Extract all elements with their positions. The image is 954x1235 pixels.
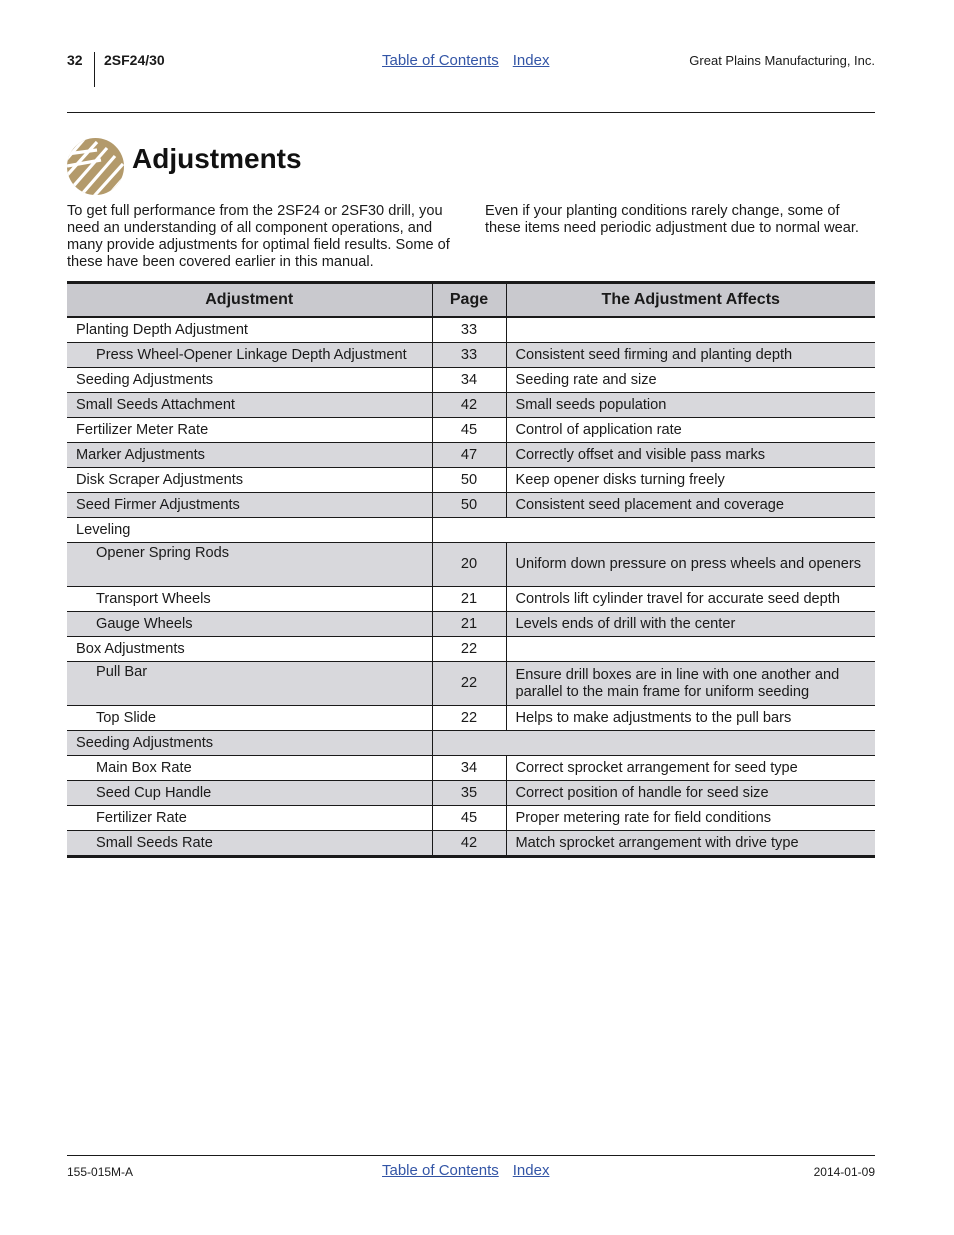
- adjustment-name: Seed Firmer Adjustments: [67, 493, 432, 518]
- page-ref: 35: [432, 781, 506, 806]
- adjustment-name: Disk Scraper Adjustments: [67, 468, 432, 493]
- adjustment-affects: Proper metering rate for field conditions: [506, 806, 875, 831]
- intro-paragraph-right: Even if your planting conditions rarely change, some of these items need periodic adjustment due to normal wear.: [485, 203, 859, 236]
- adjustment-affects: Seeding rate and size: [506, 368, 875, 393]
- page-ref: 33: [432, 317, 506, 343]
- page-ref: 45: [432, 806, 506, 831]
- adjustment-name: Marker Adjustments: [67, 443, 432, 468]
- adjustment-affects: Helps to make adjustments to the pull bars: [506, 706, 875, 731]
- table-row: [67, 731, 875, 756]
- adjustment-name: Pull Bar: [67, 662, 432, 706]
- adjustment-name: Press Wheel-Opener Linkage Depth Adjustment: [67, 343, 432, 368]
- document-code: 155-015M-A: [67, 1165, 134, 1179]
- page-ref: 34: [432, 756, 506, 781]
- table-row: [67, 781, 875, 806]
- adjustment-affects: Uniform down pressure on press wheels and openers: [506, 543, 875, 587]
- table-row: [67, 612, 875, 637]
- table-row: [67, 662, 875, 706]
- adjustment-name: Transport Wheels: [67, 587, 432, 612]
- column-header-adjustment: Adjustment: [67, 283, 432, 318]
- page-ref: 22: [432, 662, 506, 706]
- page-ref: 42: [432, 831, 506, 857]
- section-title: Adjustments: [132, 143, 302, 174]
- page-ref: 42: [432, 393, 506, 418]
- adjustment-affects: [506, 317, 875, 343]
- table-row: [67, 443, 875, 468]
- page-number: 32: [67, 52, 83, 68]
- page-ref: 47: [432, 443, 506, 468]
- column-header-page: Page: [432, 283, 506, 318]
- page-ref: 50: [432, 493, 506, 518]
- adjustment-name: Box Adjustments: [67, 637, 432, 662]
- adjustment-name: Small Seeds Attachment: [67, 393, 432, 418]
- empty-span-cell: [432, 518, 875, 543]
- table-row: [67, 343, 875, 368]
- table-row: [67, 831, 875, 857]
- adjustment-name: Fertilizer Rate: [67, 806, 432, 831]
- table-row: [67, 806, 875, 831]
- page-ref: 22: [432, 637, 506, 662]
- page-ref: 34: [432, 368, 506, 393]
- document-date: 2014-01-09: [813, 1165, 875, 1179]
- toc-link[interactable]: Table of Contents: [382, 52, 499, 69]
- adjustment-name: Opener Spring Rods: [67, 543, 432, 587]
- table-row: [67, 587, 875, 612]
- adjustment-affects: Controls lift cylinder travel for accurate seed depth: [506, 587, 875, 612]
- page-ref: 21: [432, 612, 506, 637]
- company-name: Great Plains Manufacturing, Inc.: [689, 53, 875, 68]
- page-ref: 21: [432, 587, 506, 612]
- table-row: [67, 637, 875, 662]
- table-row: [67, 756, 875, 781]
- adjustment-affects: Ensure drill boxes are in line with one another and parallel to the main frame for uniform seeding: [506, 662, 875, 706]
- header-rule: [67, 112, 875, 113]
- table-row: [67, 493, 875, 518]
- header-divider: [94, 52, 95, 87]
- adjustment-affects: Small seeds population: [506, 393, 875, 418]
- adjustment-name: Seeding Adjustments: [67, 368, 432, 393]
- adjustment-name: Seeding Adjustments: [67, 731, 432, 756]
- column-header-affects: The Adjustment Affects: [506, 283, 875, 318]
- adjustment-name: Main Box Rate: [67, 756, 432, 781]
- adjustment-name: Planting Depth Adjustment: [67, 317, 432, 343]
- adjustment-affects: Correct position of handle for seed size: [506, 781, 875, 806]
- adjustment-affects: Correct sprocket arrangement for seed type: [506, 756, 875, 781]
- footer-nav: [382, 1162, 549, 1179]
- page-ref: 45: [432, 418, 506, 443]
- table-row: [67, 706, 875, 731]
- footer-rule: [67, 1155, 875, 1156]
- table-row: [67, 368, 875, 393]
- table-row: [67, 317, 875, 343]
- adjustment-affects: Correctly offset and visible pass marks: [506, 443, 875, 468]
- adjustment-name: Small Seeds Rate: [67, 831, 432, 857]
- adjustment-affects: Match sprocket arrangement with drive type: [506, 831, 875, 857]
- adjustment-name: Fertilizer Meter Rate: [67, 418, 432, 443]
- adjustment-affects: [506, 637, 875, 662]
- adjustment-affects: Keep opener disks turning freely: [506, 468, 875, 493]
- page-ref: 50: [432, 468, 506, 493]
- adjustment-affects: Consistent seed firming and planting depth: [506, 343, 875, 368]
- page-ref: 33: [432, 343, 506, 368]
- adjustments-table: [67, 281, 875, 858]
- model-name: 2SF24/30: [104, 52, 165, 68]
- table-row: [67, 393, 875, 418]
- adjustment-affects: Levels ends of drill with the center: [506, 612, 875, 637]
- empty-span-cell: [432, 731, 875, 756]
- page-ref: 20: [432, 543, 506, 587]
- table-header-row: [67, 283, 875, 318]
- footer-toc-link[interactable]: Table of Contents: [382, 1162, 499, 1179]
- footer-index-link[interactable]: Index: [512, 1162, 550, 1179]
- adjustment-affects: Control of application rate: [506, 418, 875, 443]
- intro-paragraph-left: To get full performance from the 2SF24 or 2SF30 drill, you need an understanding of all component operations, and many provide adjustments for optimal field results. Some of these have been covered earlier in this manual.: [67, 203, 450, 270]
- great-plains-section-logo-icon: [67, 138, 124, 195]
- adjustment-name: Seed Cup Handle: [67, 781, 432, 806]
- page-ref: 22: [432, 706, 506, 731]
- table-row: [67, 518, 875, 543]
- table-row: [67, 543, 875, 587]
- table-row: [67, 418, 875, 443]
- adjustment-name: Leveling: [67, 518, 432, 543]
- adjustment-affects: Consistent seed placement and coverage: [506, 493, 875, 518]
- adjustment-name: Top Slide: [67, 706, 432, 731]
- index-link[interactable]: Index: [512, 52, 550, 69]
- adjustment-name: Gauge Wheels: [67, 612, 432, 637]
- header-nav: [382, 52, 549, 69]
- table-row: [67, 468, 875, 493]
